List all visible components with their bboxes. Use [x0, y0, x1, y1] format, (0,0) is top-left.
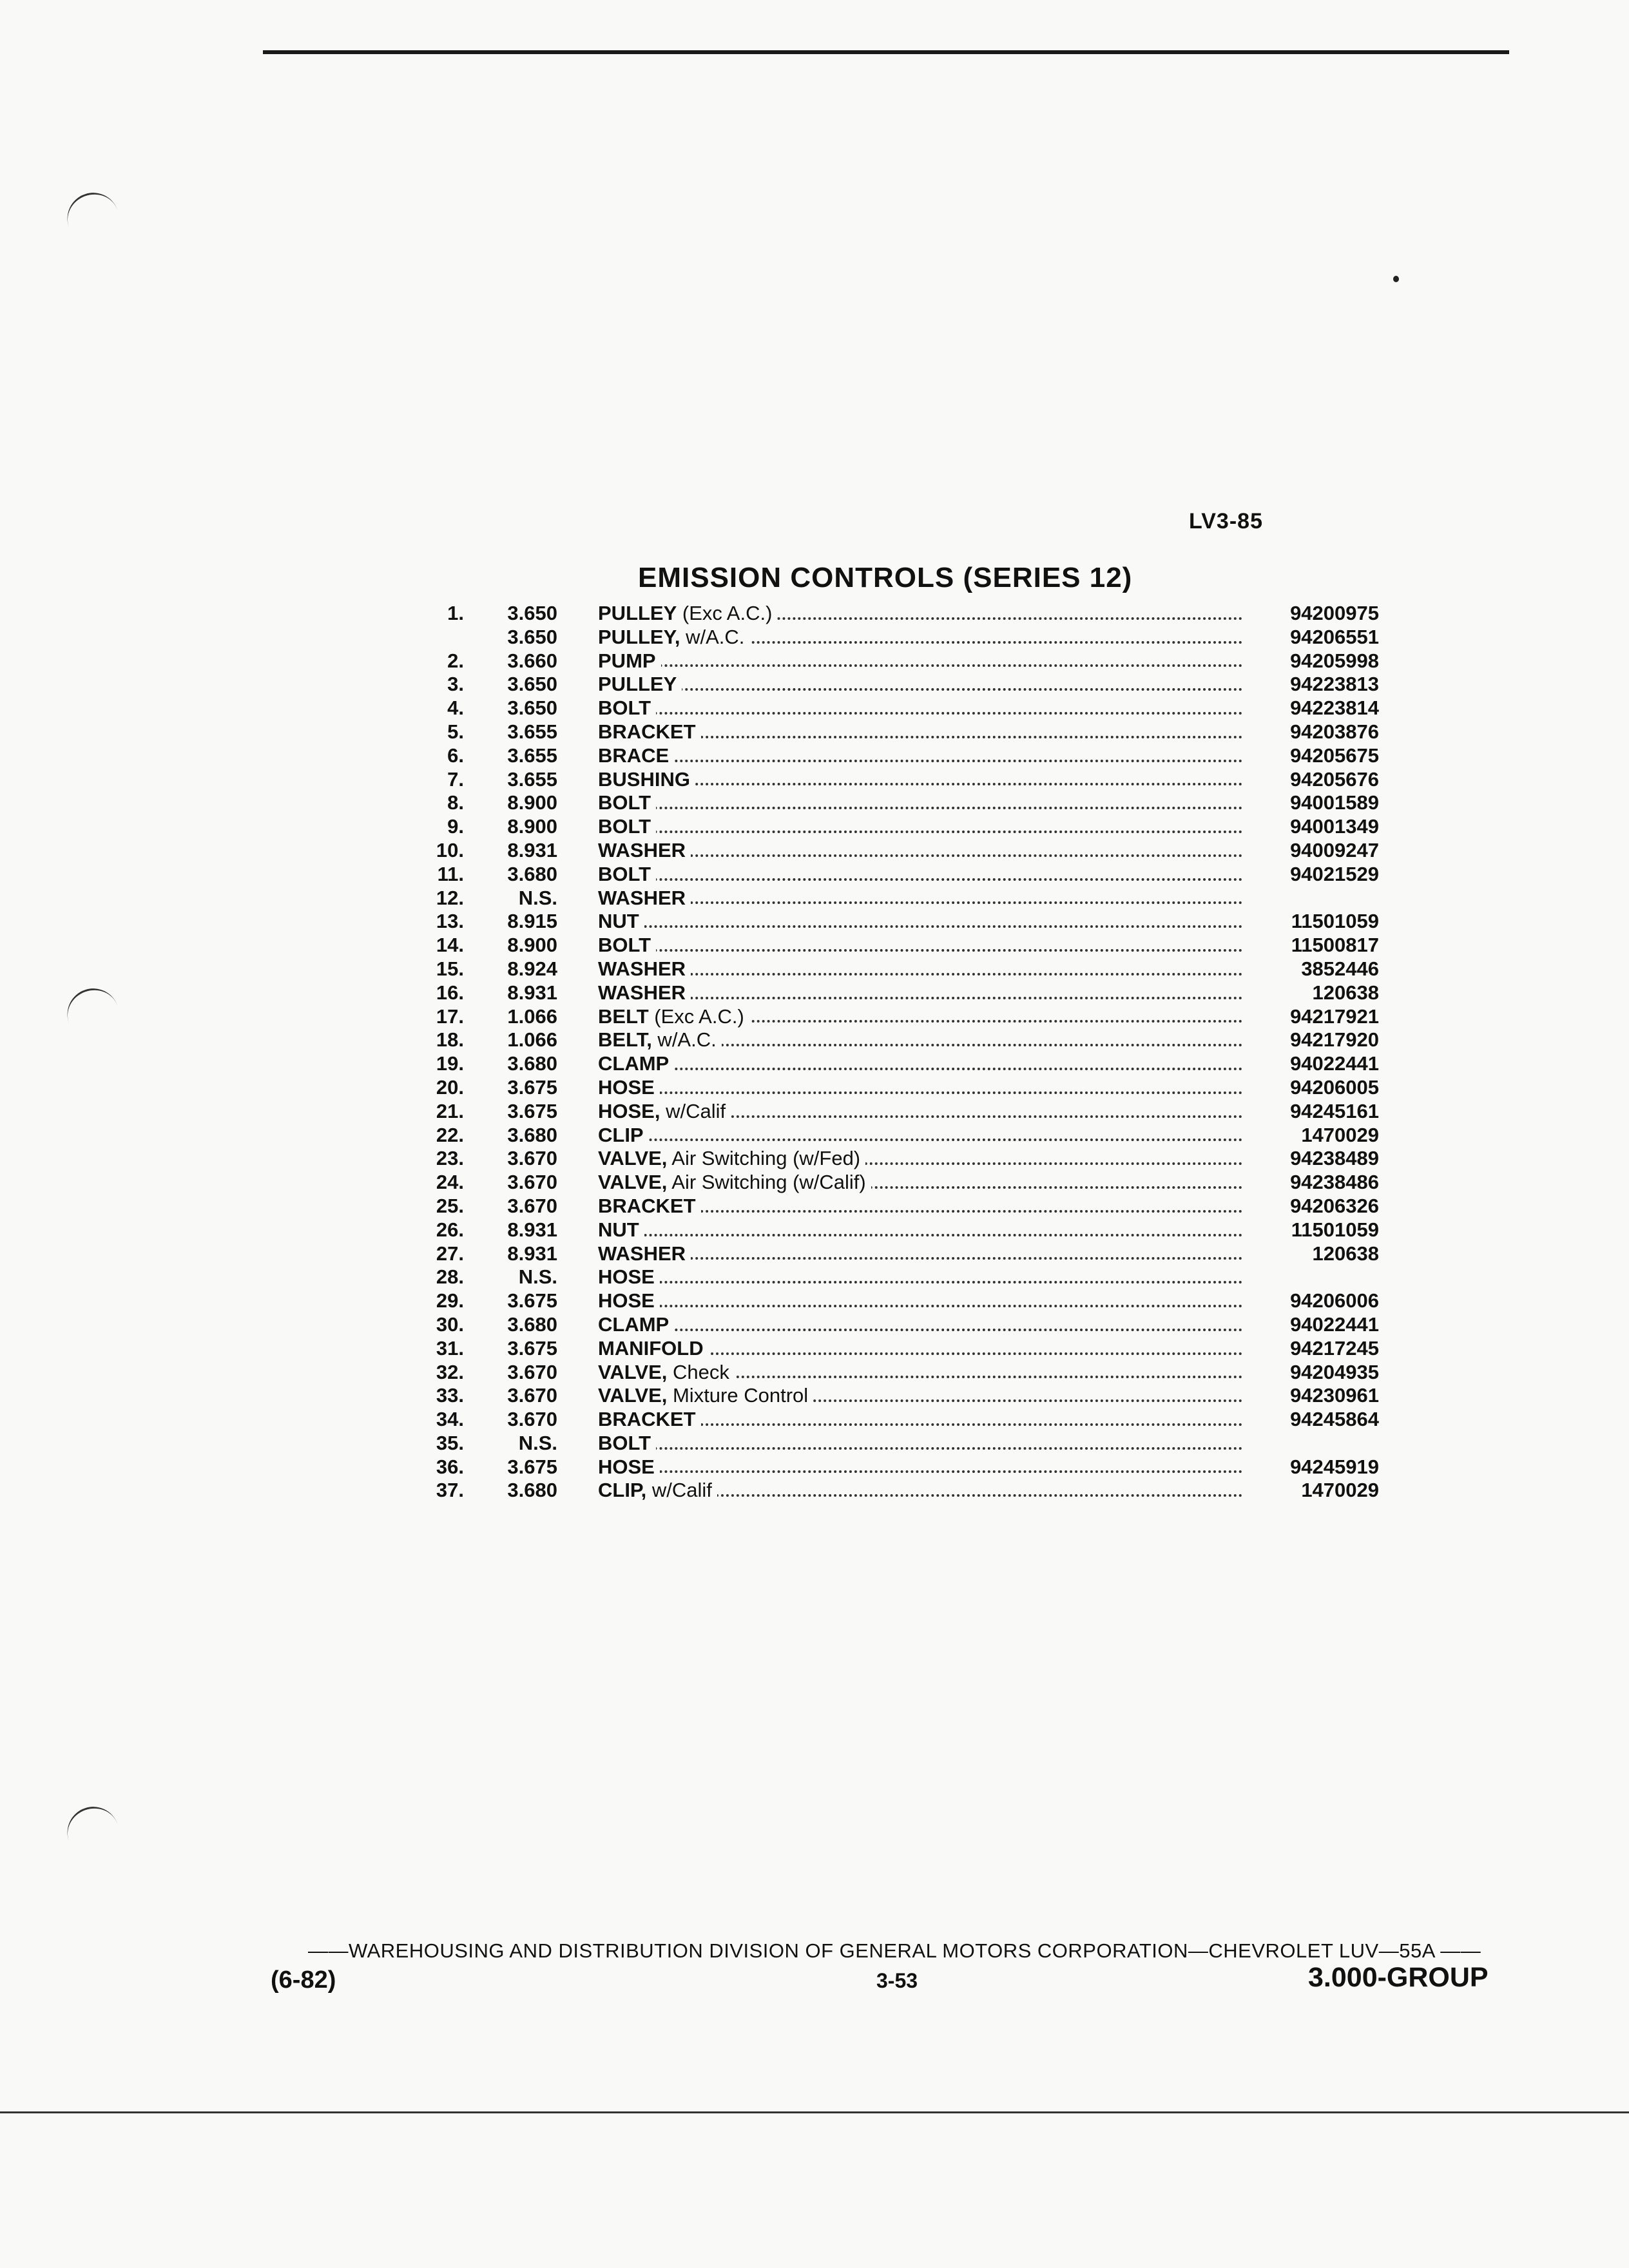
part-description — [598, 1147, 1242, 1171]
dot-leader — [598, 901, 1242, 904]
part-number: 94238489 — [1290, 1147, 1379, 1170]
part-number: 94230961 — [1290, 1384, 1379, 1407]
part-description — [598, 1100, 1242, 1124]
part-description — [598, 1408, 1242, 1432]
part-row — [419, 744, 1385, 768]
part-description — [598, 1456, 1242, 1479]
item-number: 33. — [436, 1384, 464, 1407]
group-number: 8.900 — [507, 934, 557, 957]
group-number: 8.931 — [507, 838, 557, 861]
part-description — [598, 1195, 1242, 1218]
part-name: BELT, w/A.C. — [598, 1028, 722, 1051]
dot-leader — [598, 1091, 1242, 1094]
part-name: BRACKET — [598, 720, 701, 743]
item-number: 22. — [436, 1123, 464, 1146]
part-number: 11501059 — [1291, 910, 1379, 933]
part-qualifier: Check — [667, 1360, 729, 1383]
part-description — [598, 697, 1242, 720]
part-number: 94217920 — [1290, 1028, 1379, 1052]
part-number: 94245161 — [1290, 1099, 1379, 1122]
part-description — [598, 649, 1242, 673]
dot-leader — [598, 1139, 1242, 1141]
item-number: 26. — [436, 1218, 464, 1241]
group-number: 8.924 — [507, 957, 557, 980]
part-name: PUMP — [598, 649, 661, 672]
page-title: EMISSION CONTROLS (SERIES 12) — [638, 562, 1133, 593]
part-row — [419, 1361, 1385, 1385]
part-description — [598, 887, 1242, 910]
part-description — [598, 791, 1242, 815]
scan-mark — [60, 186, 120, 235]
part-name: BRACKET — [598, 1408, 701, 1430]
part-description — [598, 602, 1242, 626]
part-row — [419, 1265, 1385, 1289]
part-name: PULLEY (Exc A.C.) — [598, 602, 777, 624]
item-number: 5. — [447, 720, 464, 743]
item-number: 23. — [436, 1147, 464, 1170]
part-description — [598, 981, 1242, 1005]
part-row — [419, 673, 1385, 697]
group-number: 3.675 — [507, 1455, 557, 1478]
item-number: 14. — [436, 934, 464, 957]
scan-speck — [1393, 276, 1399, 282]
part-number: 94238486 — [1290, 1171, 1379, 1194]
dot-leader — [598, 1470, 1242, 1473]
group-number: 3.680 — [507, 1479, 557, 1502]
group-number: 8.931 — [507, 1218, 557, 1241]
part-qualifier: (Exc A.C.) — [677, 602, 773, 624]
item-number: 2. — [447, 649, 464, 672]
group-number: 3.675 — [507, 1075, 557, 1099]
dot-leader — [598, 949, 1242, 952]
item-number: 29. — [436, 1289, 464, 1312]
item-number: 19. — [436, 1052, 464, 1075]
part-name: VALVE, Mixture Control — [598, 1384, 813, 1407]
dot-leader — [598, 1234, 1242, 1236]
part-number: 94203876 — [1290, 720, 1379, 743]
scan-mark — [60, 981, 120, 1031]
part-row — [419, 602, 1385, 626]
part-description — [598, 863, 1242, 887]
part-name: BOLT — [598, 815, 656, 838]
part-name: HOSE — [598, 1289, 660, 1312]
part-row — [419, 1100, 1385, 1124]
part-number: 11501059 — [1291, 1218, 1379, 1241]
part-row — [419, 1313, 1385, 1337]
part-name: NUT — [598, 910, 644, 932]
item-number: 9. — [447, 815, 464, 838]
part-number: 94204935 — [1290, 1360, 1379, 1383]
dot-leader — [598, 1068, 1242, 1070]
part-row — [419, 934, 1385, 957]
item-number: 18. — [436, 1028, 464, 1052]
item-number: 11. — [437, 862, 464, 885]
part-row — [419, 1052, 1385, 1076]
part-number: 1470029 — [1301, 1123, 1379, 1146]
group-number: 3.675 — [507, 1099, 557, 1122]
part-number: 94001589 — [1290, 791, 1379, 814]
part-description — [598, 1242, 1242, 1266]
part-row — [419, 1432, 1385, 1456]
revision-date: (6-82) — [271, 1966, 336, 1994]
part-row — [419, 626, 1385, 649]
part-description — [598, 673, 1242, 697]
part-name: HOSE — [598, 1456, 660, 1478]
part-description — [598, 768, 1242, 792]
part-row — [419, 1337, 1385, 1361]
dot-leader — [598, 712, 1242, 715]
part-description — [598, 1479, 1242, 1503]
group-number: 3.670 — [507, 1360, 557, 1383]
page-number: 3-53 — [876, 1969, 918, 1992]
part-row — [419, 863, 1385, 887]
group-number: 3.670 — [507, 1194, 557, 1217]
part-number: 94223814 — [1290, 697, 1379, 720]
part-name: BUSHING — [598, 768, 695, 791]
part-number: 94205676 — [1290, 767, 1379, 791]
item-number: 8. — [447, 791, 464, 814]
part-row — [419, 1408, 1385, 1432]
part-name: BELT (Exc A.C.) — [598, 1005, 749, 1028]
part-row — [419, 1005, 1385, 1029]
dot-leader — [598, 878, 1242, 881]
part-name: MANIFOLD — [598, 1337, 709, 1360]
item-number: 28. — [436, 1265, 464, 1289]
item-number: 3. — [447, 673, 464, 696]
dot-leader — [598, 1305, 1242, 1307]
part-number: 1470029 — [1301, 1479, 1379, 1502]
group-number: 3.670 — [507, 1384, 557, 1407]
part-row — [419, 768, 1385, 792]
item-number: 25. — [436, 1194, 464, 1217]
part-qualifier: Mixture Control — [667, 1384, 809, 1407]
part-number: 94022441 — [1290, 1312, 1379, 1336]
part-row — [419, 1384, 1385, 1408]
group-label: 3.000-GROUP — [1308, 1962, 1489, 1993]
top-rule — [263, 50, 1509, 54]
item-number: 34. — [436, 1408, 464, 1431]
dot-leader — [598, 1447, 1242, 1450]
part-name: WASHER — [598, 957, 691, 980]
part-name: CLIP — [598, 1124, 649, 1146]
part-number: 94021529 — [1290, 862, 1379, 885]
dot-leader — [598, 1257, 1242, 1260]
dot-leader — [598, 807, 1242, 809]
part-row — [419, 981, 1385, 1005]
part-number: 94206551 — [1290, 625, 1379, 648]
part-number: 94245864 — [1290, 1408, 1379, 1431]
group-number: 3.675 — [507, 1336, 557, 1360]
part-row — [419, 791, 1385, 815]
dot-leader — [598, 760, 1242, 762]
part-row — [419, 720, 1385, 744]
part-description — [598, 626, 1242, 649]
part-name: BOLT — [598, 934, 656, 956]
part-number: 94217245 — [1290, 1336, 1379, 1360]
part-name: NUT — [598, 1218, 644, 1241]
part-description — [598, 1313, 1242, 1337]
group-number: 3.680 — [507, 1123, 557, 1146]
part-row — [419, 839, 1385, 863]
part-row — [419, 1124, 1385, 1148]
item-number: 12. — [436, 886, 464, 909]
part-description — [598, 815, 1242, 839]
group-number: 8.931 — [507, 1242, 557, 1265]
part-name: HOSE — [598, 1265, 660, 1288]
part-row — [419, 1076, 1385, 1100]
part-description — [598, 744, 1242, 768]
part-qualifier: w/A.C. — [680, 625, 745, 648]
part-row — [419, 1171, 1385, 1195]
part-row — [419, 697, 1385, 720]
part-row — [419, 1479, 1385, 1503]
item-number: 36. — [436, 1455, 464, 1478]
part-number: 94205675 — [1290, 744, 1379, 767]
group-number: 3.655 — [507, 720, 557, 743]
item-number: 30. — [436, 1312, 464, 1336]
part-name: BOLT — [598, 791, 656, 814]
part-name: WASHER — [598, 981, 691, 1004]
part-qualifier: w/Calif — [660, 1099, 726, 1122]
part-row — [419, 1218, 1385, 1242]
group-number: 3.660 — [507, 649, 557, 672]
part-description — [598, 720, 1242, 744]
group-number: 3.670 — [507, 1408, 557, 1431]
group-number: 3.650 — [507, 697, 557, 720]
part-qualifier: Air Switching (w/Calif) — [667, 1171, 866, 1194]
part-number: 94205998 — [1290, 649, 1379, 672]
part-description — [598, 1289, 1242, 1313]
part-description — [598, 1432, 1242, 1456]
group-number: 8.900 — [507, 815, 557, 838]
part-row — [419, 1242, 1385, 1266]
group-number: 3.650 — [507, 602, 557, 624]
part-description — [598, 1171, 1242, 1195]
part-description — [598, 1028, 1242, 1052]
part-number: 11500817 — [1291, 934, 1379, 957]
group-number: 3.670 — [507, 1147, 557, 1170]
part-number: 94206006 — [1290, 1289, 1379, 1312]
item-number: 16. — [436, 981, 464, 1004]
group-number: 3.650 — [507, 625, 557, 648]
group-number: N.S. — [518, 1265, 557, 1289]
dot-leader — [598, 1329, 1242, 1331]
item-number: 32. — [436, 1360, 464, 1383]
item-number: 15. — [436, 957, 464, 980]
part-description — [598, 1124, 1242, 1148]
group-number: 3.655 — [507, 767, 557, 791]
part-description — [598, 1384, 1242, 1408]
group-number: 8.931 — [507, 981, 557, 1004]
part-description — [598, 1361, 1242, 1385]
part-number: 120638 — [1312, 1242, 1379, 1265]
part-qualifier: (Exc A.C.) — [648, 1004, 744, 1028]
group-number: 3.675 — [507, 1289, 557, 1312]
item-number: 17. — [436, 1004, 464, 1028]
part-description — [598, 839, 1242, 863]
part-name: WASHER — [598, 887, 691, 909]
part-description — [598, 1076, 1242, 1100]
dot-leader — [598, 854, 1242, 857]
group-number: 8.900 — [507, 791, 557, 814]
part-description — [598, 1265, 1242, 1289]
item-number: 31. — [436, 1336, 464, 1360]
group-number: 3.680 — [507, 1312, 557, 1336]
group-number: 3.650 — [507, 673, 557, 696]
part-name: VALVE, Air Switching (w/Fed) — [598, 1147, 865, 1169]
part-row — [419, 1195, 1385, 1218]
part-name: HOSE, w/Calif — [598, 1100, 731, 1122]
item-number: 13. — [436, 910, 464, 933]
dot-leader — [598, 664, 1242, 667]
part-name: BOLT — [598, 863, 656, 885]
part-number: 94245919 — [1290, 1455, 1379, 1478]
part-row — [419, 1456, 1385, 1479]
scan-mark — [60, 1800, 120, 1849]
part-name: HOSE — [598, 1076, 660, 1099]
part-name: BOLT — [598, 1432, 656, 1454]
group-number: 1.066 — [507, 1028, 557, 1052]
part-number: 94001349 — [1290, 815, 1379, 838]
part-qualifier: w/Calif — [646, 1479, 712, 1502]
dot-leader — [598, 925, 1242, 928]
part-row — [419, 910, 1385, 934]
dot-leader — [598, 831, 1242, 833]
group-number: N.S. — [518, 886, 557, 909]
item-number: 7. — [447, 767, 464, 791]
part-name: CLAMP — [598, 1052, 674, 1075]
group-number: 8.915 — [507, 910, 557, 933]
part-name: CLIP, w/Calif — [598, 1479, 717, 1501]
item-number: 24. — [436, 1171, 464, 1194]
part-number: 94217921 — [1290, 1004, 1379, 1028]
group-number: 3.680 — [507, 862, 557, 885]
item-number: 6. — [447, 744, 464, 767]
part-description — [598, 1052, 1242, 1076]
item-number: 4. — [447, 697, 464, 720]
part-name: VALVE, Air Switching (w/Calif) — [598, 1171, 871, 1193]
part-number: 3852446 — [1301, 957, 1379, 980]
parts-list — [419, 602, 1385, 1503]
part-row — [419, 957, 1385, 981]
item-number: 20. — [436, 1075, 464, 1099]
group-number: 1.066 — [507, 1004, 557, 1028]
item-number: 27. — [436, 1242, 464, 1265]
part-number: 120638 — [1312, 981, 1379, 1004]
dot-leader — [598, 688, 1242, 691]
item-number: 21. — [436, 1099, 464, 1122]
part-row — [419, 649, 1385, 673]
section-code: LV3-85 — [1189, 509, 1263, 533]
part-qualifier: w/A.C. — [651, 1028, 717, 1052]
part-row — [419, 1147, 1385, 1171]
group-number: 3.655 — [507, 744, 557, 767]
publisher-line: ——WAREHOUSING AND DISTRIBUTION DIVISION OF GENERAL MOTORS CORPORATION—CHEVROLET LUV—55A —— — [308, 1939, 1481, 1962]
dot-leader — [598, 973, 1242, 975]
part-name: VALVE, Check — [598, 1361, 735, 1383]
group-number: N.S. — [518, 1431, 557, 1454]
dot-leader — [598, 997, 1242, 999]
part-row — [419, 887, 1385, 910]
item-number: 10. — [436, 838, 464, 861]
item-number: 35. — [436, 1431, 464, 1454]
group-number: 3.680 — [507, 1052, 557, 1075]
item-number: 1. — [447, 602, 464, 624]
part-number: 94223813 — [1290, 673, 1379, 696]
part-description — [598, 910, 1242, 934]
part-description — [598, 1337, 1242, 1361]
part-row — [419, 1028, 1385, 1052]
part-number: 94200975 — [1290, 602, 1379, 624]
item-number: 37. — [436, 1479, 464, 1502]
part-description — [598, 1005, 1242, 1029]
part-number: 94009247 — [1290, 838, 1379, 861]
part-description — [598, 957, 1242, 981]
part-qualifier: Air Switching (w/Fed) — [667, 1147, 861, 1170]
part-name: PULLEY, w/A.C. — [598, 626, 749, 648]
group-number: 3.670 — [507, 1171, 557, 1194]
part-name: BOLT — [598, 697, 656, 719]
part-name: BRACKET — [598, 1195, 701, 1217]
part-name: WASHER — [598, 1242, 691, 1265]
part-number: 94206005 — [1290, 1075, 1379, 1099]
part-description — [598, 934, 1242, 957]
part-number: 94022441 — [1290, 1052, 1379, 1075]
bottom-rule — [0, 2111, 1629, 2113]
part-row — [419, 815, 1385, 839]
part-name: CLAMP — [598, 1313, 674, 1336]
part-name: WASHER — [598, 839, 691, 861]
part-name: BRACE — [598, 744, 674, 767]
part-name: PULLEY — [598, 673, 682, 695]
dot-leader — [598, 1281, 1242, 1283]
part-row — [419, 1289, 1385, 1313]
part-number: 94206326 — [1290, 1194, 1379, 1217]
part-description — [598, 1218, 1242, 1242]
